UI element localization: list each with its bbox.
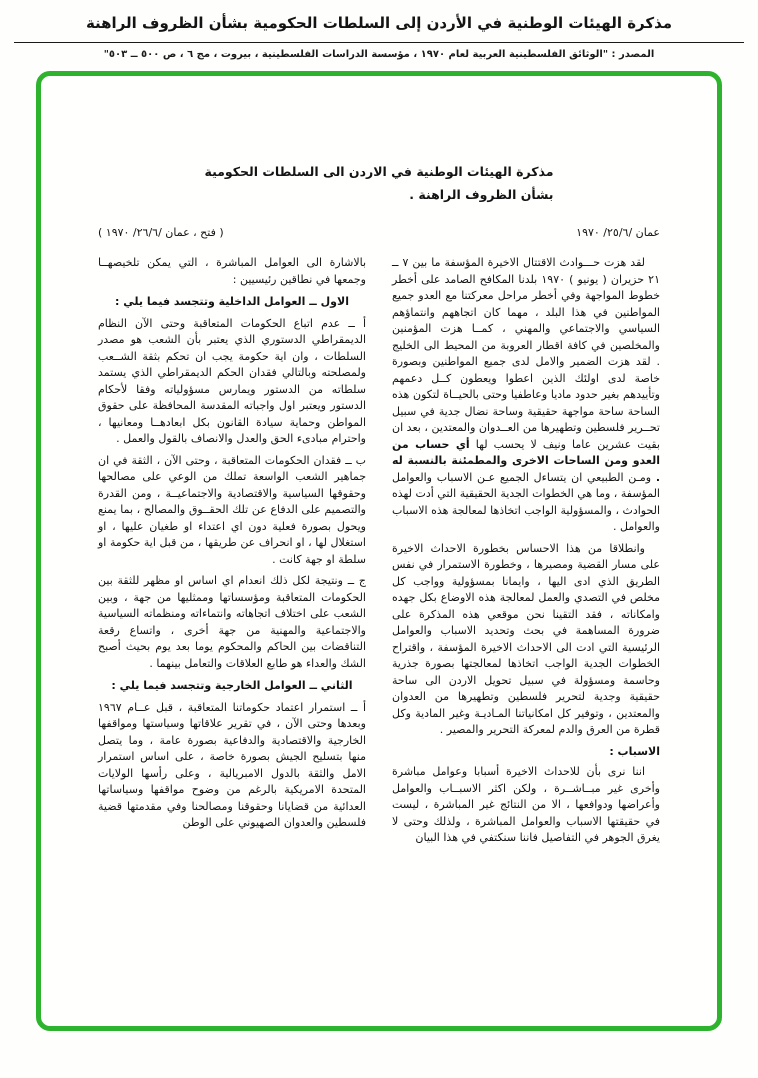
heading-reasons: الاسباب : [609,744,660,758]
document-frame [36,71,722,1031]
item-external-a: أ ــ استمرار اعتماد حكوماتنا المتعاقبة ، قبل عــام ١٩٦٧ وبعدها وحتى الآن ، في تقرير علاقاتها وسياستها ومواقفها الخارجية والاقتصادية والدفاعية بصورة عامة ، وما يتصل منها بتسليح الجيش بصورة خاصة ، على اساس استمرار الامل والثقة بالدول الامبريالية ، وعلى رأسها الولايات المتحدة الامريكية بالرغم من وضوح مواقفها وسياساتها العدائية من قضايانا وحقوقنا ومصالحنا وفي مقدمتها قضية فلسطين والعدوان الصهيوني على الوطن [98,700,366,830]
paragraph-direct-factors: بالاشارة الى العوامل المباشرة ، التي يمكن تلخيصهــا وجمعها في نطاقين رئيسيين : [98,256,366,286]
document-header [0,0,758,62]
heading-external-factors: الثاني ــ العوامل الخارجية وتتجسد فيما يلي : [111,679,353,693]
item-internal-a: أ ــ عدم اتباع الحكومات المتعاقبة وحتى الآن النظام الديمقراطي الدستوري الذي يعتبر بأن الشعب هو مصدر السلطات ، وان اية حكومة يجب ان تحكم بثقة الشــعب ولمصلحته وبالتالي فقدان الحكم الديمقراطي الذي يستمد سلطاته من الدستور ويمارس مسؤولياته وفقا لأحكام الدستور ويعتبر اول واجباته المقدسة المحافظة على حقوق المواطن وحماية سيادة القانون بكل ابعادهــا ومعانيها ، واحترام مبادىء الحق والعدل والانصاف بالقول والعمل . [98,316,366,446]
two-column-text [98,255,660,852]
paragraph-incidents [392,255,660,536]
memo-title-line2: بشأن الظروف الراهنة . [409,187,554,203]
date-amman: عمان /٢٥/٦/ ١٩٧٠ [576,226,660,240]
source-citation: المصدر : "الوثائق الفلسطينية العربية لعام ١٩٧٠ ، مؤسسة الدراسات الفلسطينية ، بيروت ، مج ٦ ، ص ٥٠٠ ــ ٥٠٣" [103,49,655,60]
paragraph-reasons-intro: اننا نرى بأن للاحداث الاخيرة أسبابا وعوامل مباشرة وأخرى غير مبــاشــرة ، ولكن اكثر الاسبــاب والعوامل وأعراضها ودوافعها ، الا من النتائج غير المباشرة ، ليست في حقيقتها الاسباب والعوامل المباشرة ، ولذلك وحتى لا يغرق الجوهر في التفاصيل فاننا سنكتفي في هذا البيان [392,765,660,845]
item-internal-b: ب ــ فقدان الحكومات المتعاقبة ، وحتى الآن ، الثقة في ان جماهير الشعب الواسعة تملك من الوعي على مصالحها وحقوقها السياسية والاقتصادية والاجتماعيــة ، ومن القدرة والتصميم على الدفاع عن تلك الحقــوق والمصالح ، بما يمنع ويحول بصورة فعلية دون اي اعتداء او طغيان عليها ، او استغلال لها ، او انحراف عن طريقها ، من قبل اية حكومة او سلطة او جهة كانت . [98,453,366,566]
emphasized-phrase: أي حساب من العدو ومن الساحات الاخرى والمطمئنة بالنسبة له . [392,437,660,484]
column-right [392,255,660,852]
page-title: مذكرة الهيئات الوطنية في الأردن إلى السلطات الحكومية بشأن الظروف الراهنة [85,14,673,32]
paragraph-incidents-text-1: لقد هزت حـــوادث الاقتتال الاخيرة المؤسفة ما بين ٧ ــ ٢١ حزيران ( يونيو ) ١٩٧٠ بلدنا المكافح الصامد على أخطر خطوط المواجهة وفي أخطر مراحل معركتنا مع العدو جميع المواطنين في هذا البلد ، مهما كان اتجاههم وانتماؤهم السياسي والاجتماعي والمهني ، كمــا هزت المؤمنين والمخلصين في كافة اقطار العروبة من المحيط الى الخليج . لقد هزت الضمير والامل لدى جميع المواطنين وبصورة خاصة لدى اولئك الذين اعطوا ويعطون كــل دعمهم وتأييدهم بغير حدود ماديا وعاطفيا وحتى بالحيــاة لتكون هذه الساحة ساحة مواجهة حقيقية وساحة نضال جدية في سبيل تحــرير فلسطين وتطهيرها من العــدوان والمعتدين ، بعد ان بقيت عشرين عاما ونيف لا يحسب لها [392,256,660,451]
date-row [98,226,660,239]
item-internal-c: ج ــ ونتيجة لكل ذلك انعدام اي اساس او مظهر للثقة بين الحكومات المتعاقبة ومؤسساتها وممثليها من جهة ، وبين الشعب على اختلاف اتجاهاته وانتماءاته ومنظماته السياسية والاجتماعية والمهنية من جهة أخرى ، واتساع رقعة التناقضات بين الحاكم والمحكوم يوما بعد يوم بحيث أصبح الشك والعداء هو طابع العلاقات والتعامل بينهما . [98,574,366,670]
document-body [98,160,660,852]
paragraph-motivation: وانطلاقا من هذا الاحساس بخطورة الاحداث الاخيرة على مسار القضية ومصيرها ، وخطورة الاستمرار في نفس الطريق الذي ادى اليها ، وايمانا بمسؤولية وواجب كل مخلص في التصدي والعمل لمعالجة هذه الاوضاع بكل جهده وامكاناته ، فقد التقينا نحن موقعي هذه المذكرة على ضرورة المساهمة في بحث وتحديد الاسباب والعوامل الرئيسية التي ادت الى الاحداث الاخيرة المؤسفة ، واقتراح الخطوات الجدية الواجب اتخاذها لمعالجتها بصورة جذرية وحاسمة ومسؤولة في سبيل تحويل الاردن الى ساحة حقيقية وجدية لتحرير فلسطين وتطهيرها من العدوان والمعتدين ، وتوفير كل امكانياتنا المـاديـة وغير المادية وكل قطرة من العرق والدم لمعركة التحرير والمصير . [392,541,660,737]
header-divider [14,42,744,43]
memo-title-line1: مذكرة الهيئات الوطنية في الاردن الى السلطات الحكومية [204,164,554,179]
heading-internal-factors: الاول ــ العوامل الداخلية وتتجسد فيما يلي : [115,295,349,309]
date-fatah-amman: ( فتح ، عمان /٢٦/٦/ ١٩٧٠ ) [98,226,224,240]
paragraph-incidents-text-2: ومـن الطبيعي ان يتساءل الجميع عـن الاسباب والعوامل المؤسفة ، وما هي الخطوات الجدية الحقيقية التي أدت لهذه الحوادث ، والمسؤولية الواجب اتخاذها لمعالجة هذه الاسباب والعوامل . [392,470,660,534]
memo-title [205,160,554,206]
column-left [98,255,366,852]
